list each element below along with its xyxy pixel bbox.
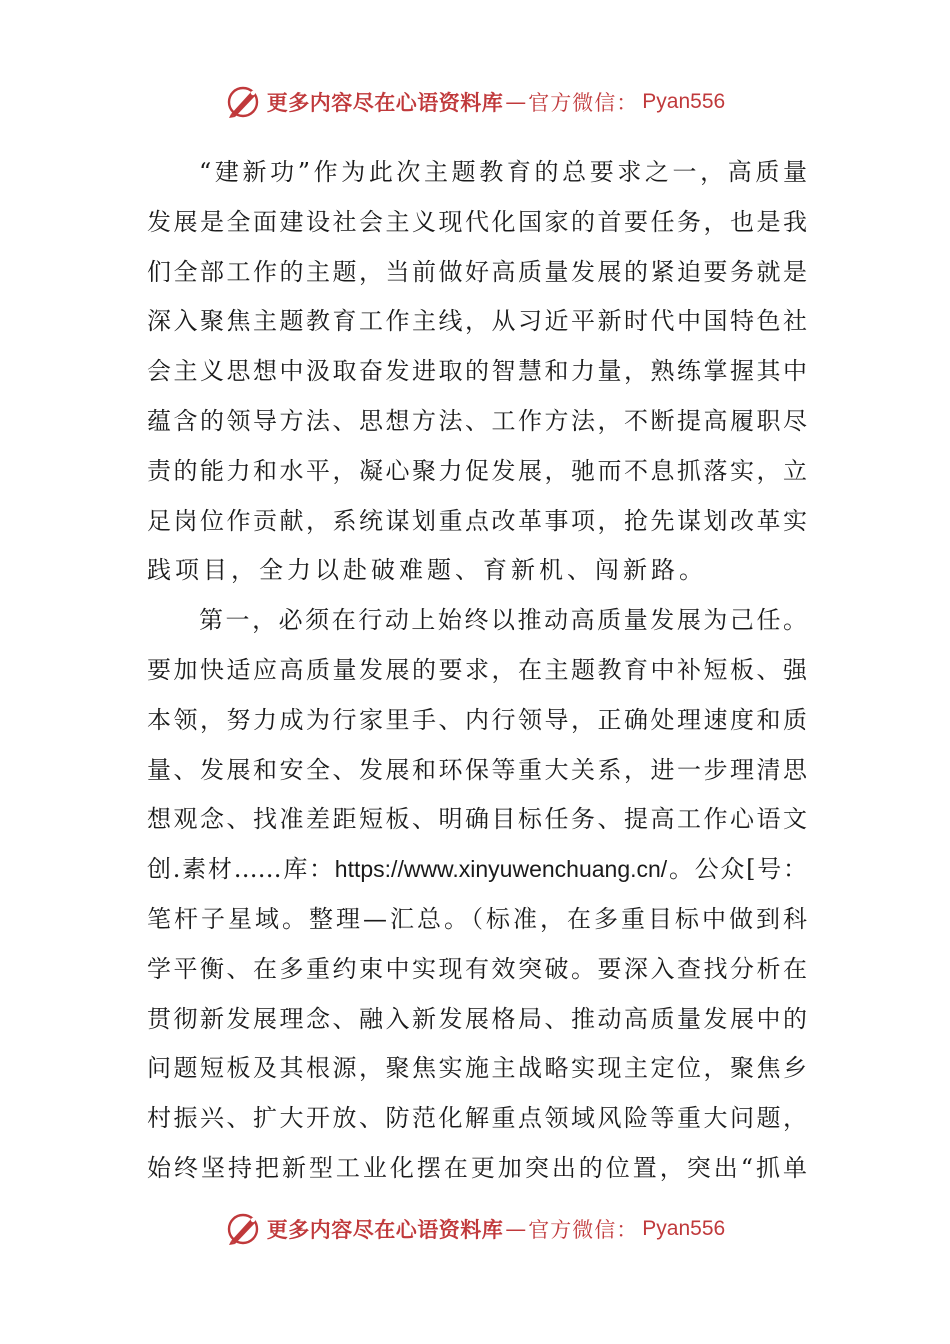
banner-dash: — (505, 90, 527, 114)
pen-circle-logo-icon (225, 1211, 261, 1247)
footer-banner (0, 1207, 950, 1251)
banner-brand-text: 更多内容尽在心语资料库 (266, 90, 504, 115)
banner-wechat-handle: Pyan556 (642, 1217, 726, 1240)
banner-wechat-handle: Pyan556 (642, 90, 726, 113)
text-line: 责的能力和水平，凝心聚力促发展，驰而不息抓落实，立 (147, 456, 807, 485)
text-line: 问题短板及其根源，聚焦实施主战略实现主定位，聚焦乡 (147, 1054, 807, 1083)
text-line: 会主义思想中汲取奋发进取的智慧和力量，熟练掌握其中 (147, 357, 807, 386)
text-line: 发展是全面建设社会主义现代化国家的首要任务，也是我 (147, 207, 807, 236)
text-line: 第一，必须在行动上始终以推动高质量发展为己任。 (199, 606, 807, 635)
text-line: 践项目，全力以赴破难题、育新机、闯新路。 (147, 556, 707, 585)
url-line-prefix: 创.素材……库： (147, 855, 335, 884)
text-line: 量、发展和安全、发展和环保等重大关系，进一步理清思 (147, 755, 807, 784)
website-url: https://www.xinyuwenchuang.cn/ (334, 856, 668, 883)
paragraph-1 (147, 148, 807, 596)
text-line: 蕴含的领导方法、思想方法、工作方法，不断提高履职尽 (147, 406, 807, 435)
banner-dash: — (505, 1217, 527, 1241)
text-line: 要加快适应高质量发展的要求，在主题教育中补短板、强 (147, 655, 807, 684)
text-line: 深入聚焦主题教育工作主线，从习近平新时代中国特色社 (147, 307, 807, 336)
pen-circle-logo-icon (225, 84, 261, 120)
url-line-suffix: 。公众[号： (667, 855, 807, 884)
paragraph-2 (147, 596, 807, 1194)
banner-wechat-label: 官方微信： (528, 1218, 639, 1242)
text-line: 贯彻新发展理念、融入新发展格局、推动高质量发展中的 (147, 1004, 807, 1033)
text-line: 足岗位作贡献，系统谋划重点改革事项，抢先谋划改革实 (147, 506, 807, 535)
text-line: “建新功”作为此次主题教育的总要求之一，高质量 (199, 158, 807, 186)
text-line: 学平衡、在多重约束中实现有效突破。要深入查找分析在 (147, 954, 807, 983)
text-line: 想观念、找准差距短板、明确目标任务、提高工作心语文 (147, 805, 807, 834)
header-banner (0, 80, 950, 124)
text-line: 本领，努力成为行家里手、内行领导，正确处理速度和质 (147, 705, 807, 734)
text-line: 村振兴、扩大开放、防范化解重点领域风险等重大问题， (147, 1104, 807, 1133)
url-text-line (147, 845, 807, 895)
banner-brand-text: 更多内容尽在心语资料库 (266, 1217, 504, 1242)
banner-wechat-label: 官方微信： (528, 91, 639, 115)
text-line: 们全部工作的主题，当前做好高质量发展的紧迫要务就是 (147, 257, 807, 286)
document-body (147, 148, 807, 1194)
text-line: 笔杆子星域。整理—汇总。（标准，在多重目标中做到科 (147, 904, 807, 933)
text-line: 始终坚持把新型工业化摆在更加突出的位置，突出“抓单 (147, 1153, 807, 1182)
